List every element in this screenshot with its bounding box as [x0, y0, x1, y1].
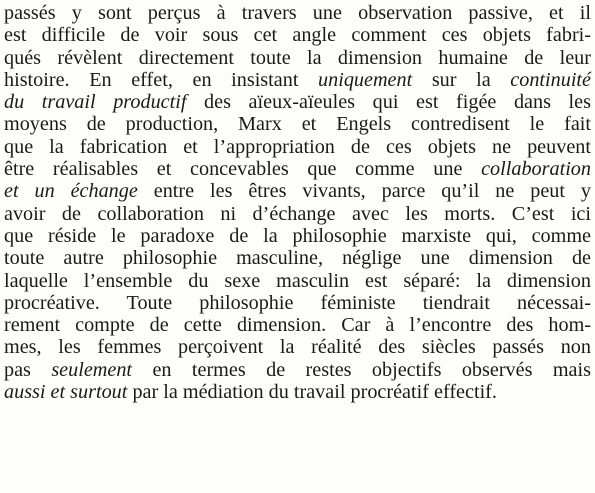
text-line: [4, 69, 591, 91]
text-line: [4, 359, 591, 381]
text-segment: passés y sont perçus à travers une observation passive, et il: [4, 2, 591, 24]
italic-text: seulement: [51, 358, 133, 381]
text-segment: toute autre philosophie masculine, néglige une dimension de: [4, 247, 591, 270]
text-segment: par la médiation du travail procréatif effectif.: [127, 381, 497, 404]
body-paragraph: [4, 2, 591, 403]
text-segment: pas: [4, 358, 52, 381]
text-line: [4, 381, 591, 403]
text-segment: sur la: [412, 68, 511, 91]
italic-text: collaboration: [481, 158, 591, 181]
italic-text: uniquement: [318, 68, 413, 91]
text-line: [4, 24, 591, 46]
text-segment: mes, les femmes perçoivent la réalité des siècles passés non: [4, 336, 591, 359]
text-segment: histoire. En effet, en insistant: [4, 68, 319, 91]
text-segment: qués révèlent directement toute la dimension humaine de leur: [4, 46, 591, 69]
italic-text: aussi et surtout: [4, 381, 128, 404]
text-line: [4, 270, 591, 292]
text-line: [4, 203, 591, 225]
text-line: [4, 2, 591, 24]
italic-text: et un échange: [4, 180, 138, 203]
text-line: [4, 314, 591, 336]
text-line: [4, 113, 591, 135]
text-segment: en termes de restes objectifs observés mais: [132, 358, 591, 381]
text-line: [4, 91, 591, 113]
italic-text: continuité: [510, 68, 591, 91]
italic-text: du travail productif: [4, 91, 187, 114]
text-line: [4, 336, 591, 358]
text-segment: moyens de production, Marx et Engels contredisent le fait: [4, 113, 591, 136]
text-line: [4, 136, 591, 158]
text-line: [4, 180, 591, 202]
text-segment: que la fabrication et l’appropriation de ces objets ne peuvent: [4, 135, 591, 158]
text-line: [4, 292, 591, 314]
text-segment: entre les êtres vivants, parce qu’il ne peut y: [137, 180, 591, 203]
text-segment: rement compte de cette dimension. Car à l’encontre des hom-: [4, 314, 591, 337]
text-line: [4, 225, 591, 247]
text-segment: est difficile de voir sous cet angle comment ces objets fabri-: [4, 24, 591, 47]
text-segment: des aïeux-aïeules qui est figée dans les: [186, 91, 591, 114]
text-line: [4, 158, 591, 180]
text-line: [4, 247, 591, 269]
text-segment: être réalisables et concevables que comme une: [4, 158, 482, 181]
text-segment: que réside le paradoxe de la philosophie marxiste qui, comme: [4, 224, 591, 247]
text-segment: avoir de collaboration ni d’échange avec les morts. C’est ici: [4, 202, 591, 225]
text-segment: procréative. Toute philosophie féministe tiendrait nécessai-: [4, 291, 591, 314]
text-line: [4, 47, 591, 69]
text-segment: laquelle l’ensemble du sexe masculin est séparé: la dimension: [4, 269, 591, 292]
